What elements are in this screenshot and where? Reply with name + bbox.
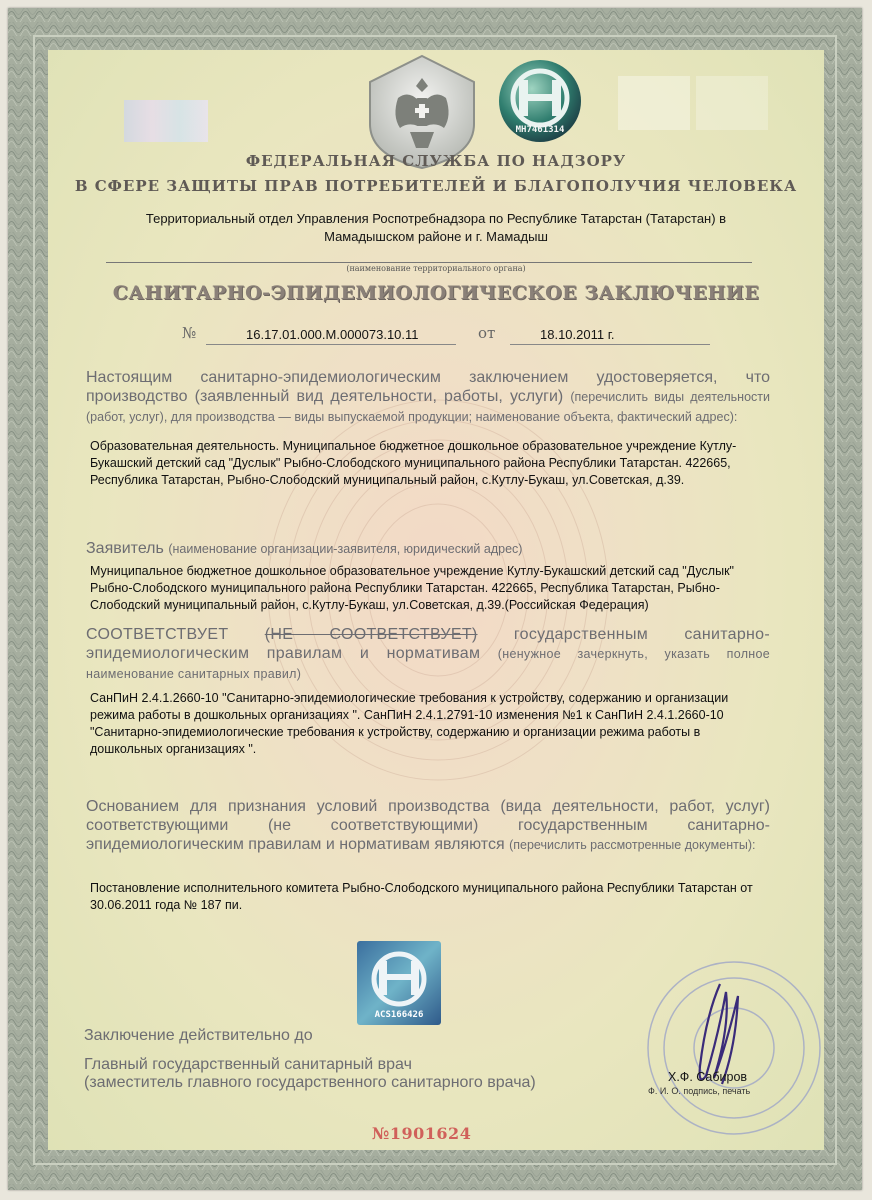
signer-title: Главный государственный санитарный врач — [84, 1056, 412, 1073]
hologram-strip — [124, 100, 208, 142]
signer-caption: Ф. И. О. подпись, печать — [648, 1086, 751, 1096]
number-label: № — [182, 324, 197, 342]
applicant-label: Заявитель — [86, 540, 164, 557]
number-underline — [206, 344, 456, 345]
watermark-box — [696, 76, 768, 130]
conformity-hint: (ненужное зачеркнуть, указать полное наименование санитарных правил) — [86, 647, 770, 681]
hologram-top-code: MH7461314 — [515, 125, 565, 135]
basis-value: Постановление исполнительного комитета Рыбно-Слободского муниципального района Республики Татарстан от 30.06.2011 года № 187 пи. — [90, 881, 753, 912]
agency-name-line2: В СФЕРЕ ЗАЩИТЫ ПРАВ ПОТРЕБИТЕЛЕЙ И БЛАГОПОЛУЧИЯ ЧЕЛОВЕКА — [74, 177, 798, 195]
applicant-value: Муниципальное бюджетное дошкольное образовательное учреждение Кутлу-Букашский детский сад "Дуслык" Рыбно-Слободского муниципального района Республики Татарстан. 422665, Республика Татарстан, Рыбно-Слободский муниципальный район, с.Кутлу-Букаш, ул.Советская, д.39.(Российская Федерация) — [90, 564, 734, 612]
department-line1: Территориальный отдел Управления Роспотребнадзора по Республике Татарстан (Татарстан) в — [145, 211, 727, 226]
signer-name: Х.Ф. Сабиров — [668, 1070, 748, 1084]
serial-number: №1901624 — [372, 1124, 472, 1143]
production-intro-hint: (перечислить виды деятельности (работ, услуг), для производства — виды выпускаемой продукции; наименование объекта, фактический адрес): — [86, 390, 770, 424]
date-label: от — [478, 324, 496, 342]
hologram-bottom-code: ACS166426 — [374, 1010, 424, 1020]
round-stamp-icon — [614, 956, 828, 1136]
applicant-hint: (наименование организации-заявителя, юридический адрес) — [168, 542, 523, 556]
agency-name-line1: ФЕДЕРАЛЬНАЯ СЛУЖБА ПО НАДЗОРУ — [245, 152, 627, 170]
department-name — [86, 210, 786, 246]
basis-statement — [86, 797, 770, 855]
conformity-word: СООТВЕТСТВУЕТ — [86, 626, 229, 643]
conformity-value: СанПиН 2.4.1.2660-10 "Санитарно-эпидемиологические требования к устройству, содержанию и организации режима работы в дошкольных организациях ". СанПиН 2.4.1.2791-10 изменения №1 к СанПиН 2.4.1.2660-10 "Санитарно-эпидемиологические требования к устройству, содержанию и организации режима работы в дошкольных организациях ". — [90, 691, 729, 756]
production-value: Образовательная деятельность. Муниципальное бюджетное дошкольное образовательное учреждение Кутлу-Букашский детский сад "Дуслык" Рыбно-Слободского муниципального района Республики Татарстан. 422665, Республика Татарстан, Рыбно-Слободский муниципальный район, с.Кутлу-Букаш, ул.Советская, д.39. — [90, 439, 737, 487]
divider — [106, 262, 752, 263]
document-number: 16.17.01.000.М.000073.10.11 — [246, 327, 419, 342]
production-intro-text: Настоящим санитарно-эпидемиологическим заключением удостоверяется, что производство (заявленный вид деятельности, работы, услуги) — [86, 369, 770, 405]
conformity-struck: (НЕ СООТВЕТСТВУЕТ) — [264, 626, 478, 643]
signer-title-deputy: (заместитель главного государственного санитарного врача) — [84, 1074, 536, 1091]
signature-icon — [700, 984, 738, 1084]
watermark-box — [618, 76, 690, 130]
department-caption: (наименование территориального органа) — [346, 264, 526, 273]
date-underline — [510, 344, 710, 345]
basis-text: Основанием для признания условий производства (вида деятельности, работ, услуг) соответствующими (не соответствующими) государственным санитарно-эпидемиологическим правилам и нормативам являются — [86, 798, 770, 853]
basis-hint: (перечислить рассмотренные документы): — [509, 838, 756, 852]
applicant-heading — [86, 539, 776, 559]
document-date: 18.10.2011 г. — [540, 327, 615, 342]
hologram-sticker-icon — [357, 941, 441, 1025]
production-intro — [86, 368, 770, 427]
hologram-seal-icon — [497, 58, 583, 144]
conformity-text: государственным санитарно-эпидемиологическим правилам и нормативам — [86, 626, 771, 662]
valid-until-label: Заключение действительно до — [84, 1027, 313, 1044]
conformity-statement — [86, 625, 770, 684]
document-title: САНИТАРНО-ЭПИДЕМИОЛОГИЧЕСКОЕ ЗАКЛЮЧЕНИЕ — [112, 282, 760, 304]
department-line2: Мамадышском районе и г. Мамадыш — [324, 229, 548, 244]
